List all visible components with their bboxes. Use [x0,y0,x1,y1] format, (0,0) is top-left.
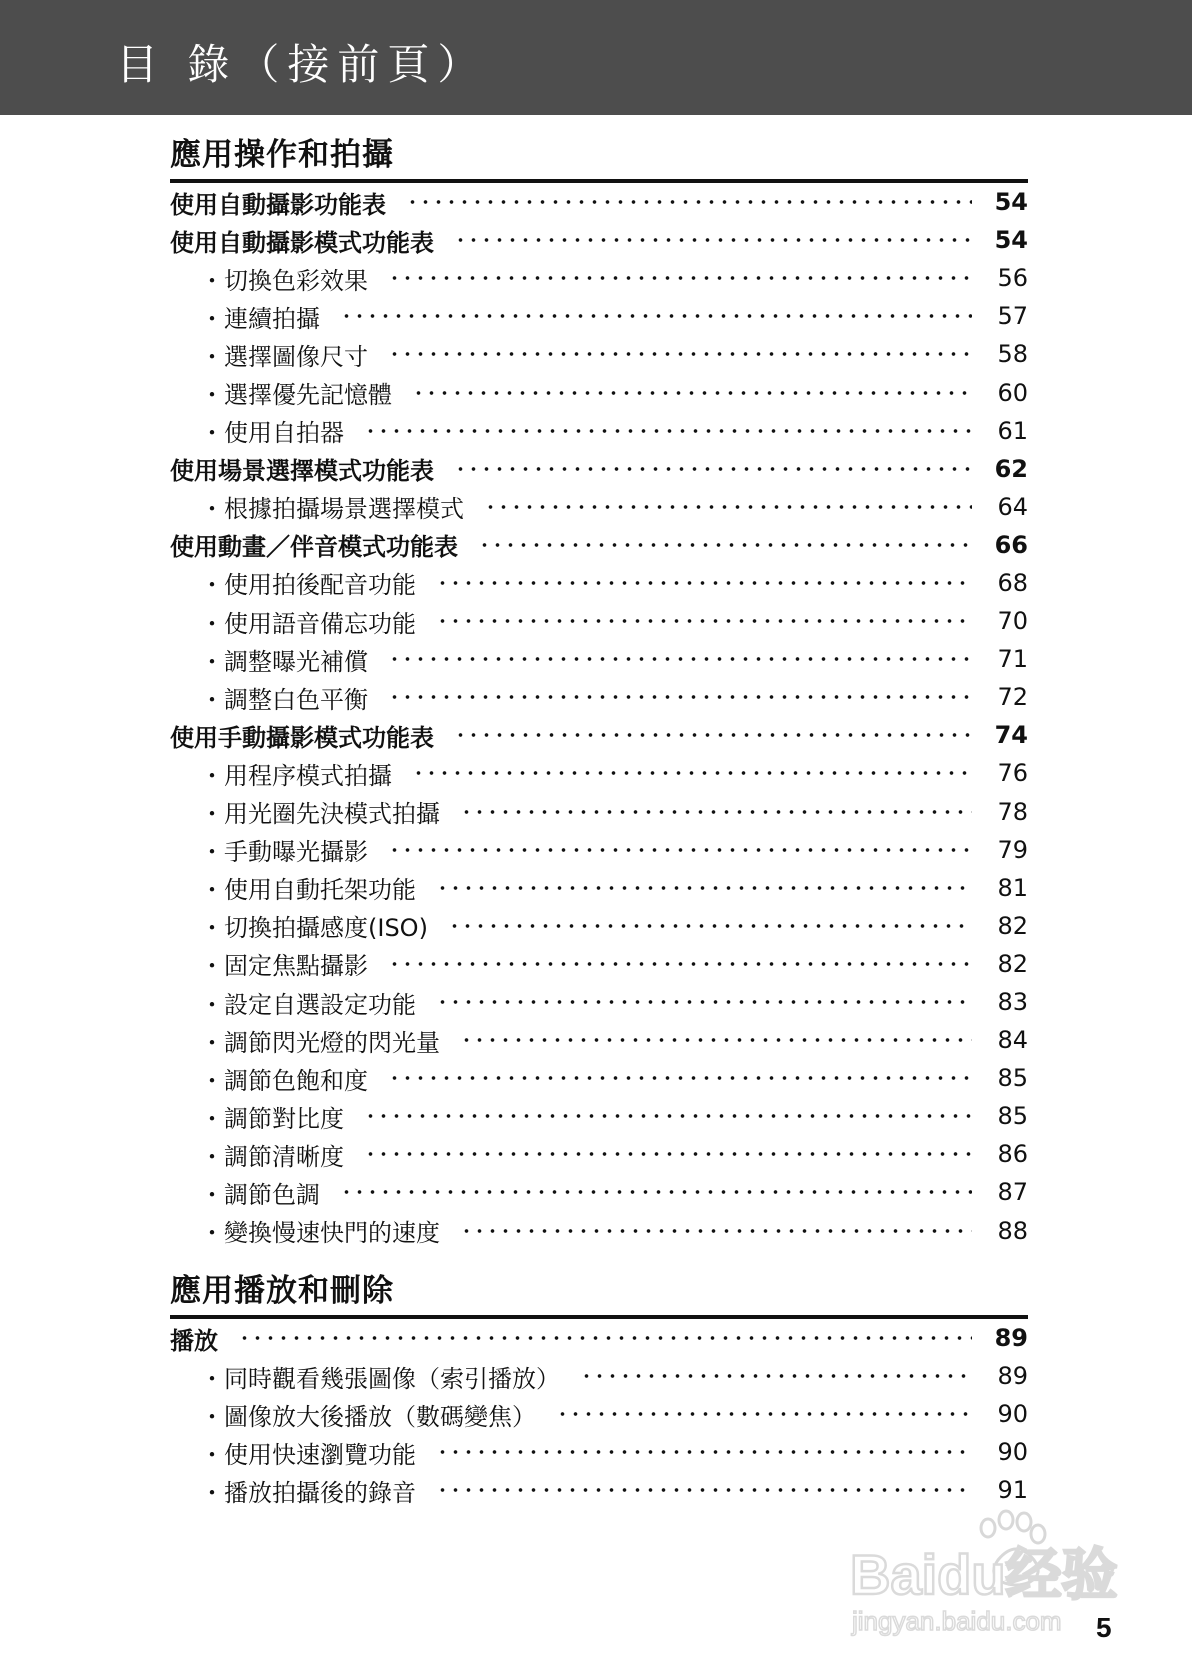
toc-entry-page: 62 [994,454,1028,483]
page-number: 5 [1096,1612,1112,1643]
dot-leader [364,428,972,434]
toc-entry [170,716,1028,754]
dot-leader [460,809,972,815]
toc-entry-page: 85 [997,1064,1028,1093]
dot-leader [388,1075,972,1081]
dot-leader [436,999,972,1005]
toc-entry-label: ・手動曝光攝影 [200,838,368,867]
toc-entry [170,1021,1028,1059]
watermark-url: jingyan.baidu.com [852,1606,1062,1636]
dot-leader [478,542,972,548]
dot-leader [454,732,972,738]
toc-entry [170,1212,1028,1250]
baidu-jingyan-watermark [848,1498,1128,1638]
toc-entry [170,945,1028,983]
dot-leader [388,656,972,662]
toc-entry-label: ・固定焦點攝影 [200,952,368,981]
toc-entry-label: ・調節清晰度 [200,1142,344,1171]
toc-entry [170,793,1028,831]
toc-entry-label: ・選擇優先記憶體 [200,381,392,410]
dot-leader [436,580,972,586]
toc-entry-label: ・調整白色平衡 [200,685,368,714]
toc-entry-page: 58 [997,340,1028,369]
toc-entry-page: 54 [994,188,1028,217]
dot-leader [454,466,972,472]
toc-entry-label: ・調節閃光燈的閃光量 [200,1028,440,1057]
dot-leader [340,313,972,319]
dot-leader [436,1487,972,1493]
toc-entry-label: ・根據拍攝場景選擇模式 [200,495,464,524]
toc-entry [170,907,1028,945]
dot-leader [484,504,972,510]
toc-list [170,1319,1028,1509]
toc-entry-page: 86 [997,1140,1028,1169]
header-band [0,0,1192,115]
dot-leader [412,770,972,776]
toc-entry [170,1135,1028,1173]
toc-entry-label: ・使用語音備忘功能 [200,609,416,638]
toc-entry [170,335,1028,373]
toc-entry [170,412,1028,450]
toc-entry-label: ・變換慢速快門的速度 [200,1219,440,1248]
toc-entry-page: 70 [997,607,1028,636]
section-heading: 應用操作和拍攝 [170,140,1028,183]
toc-entry [170,678,1028,716]
toc-entry [170,564,1028,602]
dot-leader [412,390,972,396]
toc-entry-label: ・圖像放大後播放（數碼變焦） [200,1402,536,1431]
toc-entry-label: ・使用快速瀏覽功能 [200,1440,416,1469]
toc-entry [170,526,1028,564]
toc-entry-page: 91 [997,1476,1028,1505]
toc-entry [170,450,1028,488]
toc-entry [170,1395,1028,1433]
toc-entry [170,831,1028,869]
toc-entry [170,640,1028,678]
toc-entry-label: ・用光圈先決模式拍攝 [200,800,440,829]
dot-leader [436,885,972,891]
toc-entry-page: 83 [997,988,1028,1017]
toc-entry-label: ・調節色飽和度 [200,1066,368,1095]
toc-entry-label: ・調節對比度 [200,1104,344,1133]
toc-entry-page: 57 [997,302,1028,331]
toc-entry-label: ・使用自拍器 [200,419,344,448]
toc-entry [170,1357,1028,1395]
toc-entry-label: 使用自動攝影模式功能表 [170,228,434,257]
toc-entry-page: 87 [997,1178,1028,1207]
toc-entry [170,983,1028,1021]
toc-entry [170,221,1028,259]
dot-leader [460,1037,972,1043]
toc-entry-label: 使用手動攝影模式功能表 [170,723,434,752]
toc-entry-label: 使用自動攝影功能表 [170,190,386,219]
toc-entry [170,488,1028,526]
toc-entry-label: ・同時觀看幾張圖像（索引播放） [200,1364,560,1393]
dot-leader [388,351,972,357]
toc-entry-label: 使用動畫／伴音模式功能表 [170,533,458,562]
toc-section-playback [170,1273,1028,1509]
toc-entry-page: 78 [997,797,1028,826]
dot-leader [340,1189,972,1195]
toc-entry [170,1059,1028,1097]
toc-entry [170,183,1028,221]
toc-list [170,183,1028,1250]
toc-entry-page: 68 [997,568,1028,597]
section-heading: 應用播放和刪除 [170,1276,1028,1319]
toc-entry-page: 81 [997,873,1028,902]
toc-entry-page: 89 [994,1324,1028,1353]
toc-entry-page: 66 [994,530,1028,559]
toc-entry-page: 54 [994,226,1028,255]
toc-entry-page: 84 [997,1026,1028,1055]
toc-entry-page: 74 [994,721,1028,750]
toc-entry-page: 61 [997,416,1028,445]
dot-leader [460,1228,972,1234]
dot-leader [406,199,972,205]
toc-entry [170,1173,1028,1211]
toc-entry-label: ・使用拍後配音功能 [200,571,416,600]
toc-entry [170,1097,1028,1135]
toc-entry-label: ・連續拍攝 [200,304,320,333]
toc-entry-page: 89 [997,1362,1028,1391]
toc-entry [170,869,1028,907]
toc-entry-page: 90 [997,1400,1028,1429]
toc-entry-label: ・調節色調 [200,1180,320,1209]
toc-entry [170,373,1028,411]
toc-entry-page: 88 [997,1216,1028,1245]
toc-entry-label: ・切換色彩效果 [200,266,368,295]
toc-entry-page: 90 [997,1438,1028,1467]
toc-entry-page: 56 [997,264,1028,293]
dot-leader [454,237,972,243]
toc-section-shooting [170,137,1028,1250]
toc-entry-label: 播放 [170,1326,218,1355]
toc-entry [170,754,1028,792]
toc-entry-label: ・播放拍攝後的錄音 [200,1478,416,1507]
toc-entry-page: 64 [997,492,1028,521]
dot-leader [388,961,972,967]
watermark-brand: Baidu经验 [850,1543,1118,1606]
toc-entry [170,1433,1028,1471]
toc-entry-page: 79 [997,835,1028,864]
dot-leader [388,275,972,281]
toc-entry [170,602,1028,640]
toc-entry-page: 72 [997,683,1028,712]
dot-leader [448,923,972,929]
dot-leader [388,694,972,700]
toc-entry [170,297,1028,335]
toc-entry-page: 60 [997,378,1028,407]
dot-leader [436,618,972,624]
toc-entry [170,1319,1028,1357]
toc-entry-page: 76 [997,759,1028,788]
dot-leader [556,1411,972,1417]
toc-entry-page: 71 [997,645,1028,674]
dot-leader [238,1335,972,1341]
dot-leader [580,1373,972,1379]
page-title: 目 錄（接前頁） [116,40,488,89]
toc-entry-label: ・切換拍攝感度(ISO) [200,914,428,943]
toc-entry-label: ・設定自選設定功能 [200,990,416,1019]
toc-entry-label: ・用程序模式拍攝 [200,761,392,790]
dot-leader [436,1449,972,1455]
toc-entry-label: ・使用自動托架功能 [200,876,416,905]
dot-leader [388,847,972,853]
toc-entry-page: 82 [997,911,1028,940]
dot-leader [364,1151,972,1157]
toc-entry-page: 82 [997,949,1028,978]
toc-entry-label: 使用場景選擇模式功能表 [170,457,434,486]
toc-entry-label: ・調整曝光補償 [200,647,368,676]
dot-leader [364,1113,972,1119]
toc-entry-page: 85 [997,1102,1028,1131]
toc-entry [170,259,1028,297]
toc-entry-label: ・選擇圖像尺寸 [200,342,368,371]
